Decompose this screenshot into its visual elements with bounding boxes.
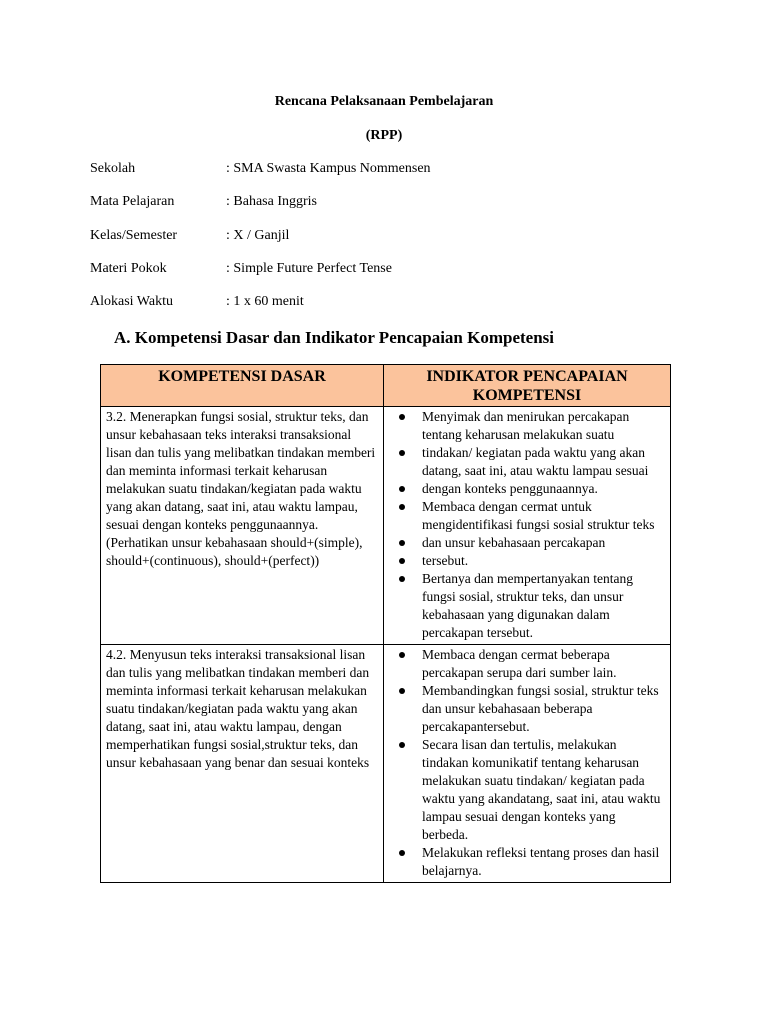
- list-item: [386, 646, 664, 682]
- meta-label: Mata Pelajaran: [90, 194, 175, 209]
- bullet-icon: [399, 486, 405, 492]
- list-item: [386, 570, 664, 642]
- list-item: [386, 534, 664, 552]
- bullet-icon: [399, 652, 405, 658]
- list-item-text: Secara lisan dan tertulis, melakukan tindakan komunikatif tentang keharusan melakukan suatu tindakan/ kegiatan pada waktu yang akandatang, saat ini, atau waktu lampau sesuai dengan konteks yang berbeda.: [422, 737, 661, 842]
- indikator-list: [386, 408, 664, 642]
- list-item: [386, 682, 664, 736]
- list-item-text: tindakan/ kegiatan pada waktu yang akan datang, saat ini, atau waktu lampau sesuai: [422, 445, 649, 478]
- list-item: [386, 444, 664, 480]
- bullet-icon: [399, 504, 405, 510]
- list-item-text: Bertanya dan mempertanyakan tentang fungsi sosial, struktur teks, dan unsur kebahasaan yang digunakan dalam percakapan tersebut.: [422, 571, 634, 640]
- table-row: [101, 407, 671, 645]
- table-header-row: [101, 365, 671, 407]
- list-item-text: Melakukan refleksi tentang proses dan hasil belajarnya.: [422, 845, 660, 878]
- list-item: [386, 736, 664, 844]
- list-item: [386, 408, 664, 444]
- document-subtitle: (RPP): [365, 128, 403, 143]
- bullet-icon: [399, 688, 405, 694]
- competency-table: [100, 364, 671, 883]
- meta-label: Alokasi Waktu: [90, 294, 173, 309]
- list-item-text: dengan konteks penggunaannya.: [422, 481, 598, 496]
- list-item-text: Menyimak dan menirukan percakapan tentang keharusan melakukan suatu: [422, 409, 630, 442]
- list-item-text: Membandingkan fungsi sosial, struktur teks dan unsur kebahasaan beberapa percakapantersebut.: [422, 683, 659, 734]
- list-item-text: dan unsur kebahasaan percakapan: [422, 535, 606, 550]
- list-item-text: tersebut.: [422, 553, 469, 568]
- kd-cell: 3.2. Menerapkan fungsi sosial, struktur teks, dan unsur kebahasaan teks interaksi transaksional lisan dan tulis yang melibatkan tindakan memberi dan meminta informasi terkait keharusan melakukan suatu tindakan/kegiatan pada waktu yang akan datang, saat ini, atau waktu lampau, sesuai dengan konteks penggunaannya. (Perhatikan unsur kebahasaan should+(simple), should+(continuous), should+(perfect)): [101, 407, 384, 645]
- list-item: [386, 480, 664, 498]
- meta-value: : SMA Swasta Kampus Nommensen: [226, 161, 431, 176]
- indikator-cell: [384, 407, 671, 645]
- bullet-icon: [399, 450, 405, 456]
- column-header-indikator: INDIKATOR PENCAPAIAN KOMPETENSI: [384, 365, 671, 407]
- meta-value: : Bahasa Inggris: [226, 194, 317, 209]
- meta-value: : X / Ganjil: [226, 228, 290, 243]
- meta-label: Materi Pokok: [90, 261, 167, 276]
- list-item: [386, 844, 664, 880]
- bullet-icon: [399, 576, 405, 582]
- indikator-list: [386, 646, 664, 880]
- list-item: [386, 552, 664, 570]
- table-row: [101, 645, 671, 883]
- meta-label: Kelas/Semester: [90, 228, 178, 243]
- column-header-kompetensi-dasar: KOMPETENSI DASAR: [101, 365, 384, 407]
- meta-label: Sekolah: [90, 161, 136, 176]
- bullet-icon: [399, 742, 405, 748]
- indikator-cell: [384, 645, 671, 883]
- bullet-icon: [399, 414, 405, 420]
- bullet-icon: [399, 558, 405, 564]
- kd-cell: 4.2. Menyusun teks interaksi transaksional lisan dan tulis yang melibatkan tindakan memberi dan meminta informasi terkait keharusan melakukan suatu tindakan/kegiatan pada waktu yang akan datang, saat ini, atau waktu lampau, dengan memperhatikan fungsi sosial,struktur teks, dan unsur kebahasaan yang benar dan sesuai konteks: [101, 645, 384, 883]
- list-item-text: Membaca dengan cermat untuk mengidentifikasi fungsi sosial struktur teks: [422, 499, 655, 532]
- document-title: Rencana Pelaksanaan Pembelajaran: [274, 94, 494, 109]
- bullet-icon: [399, 850, 405, 856]
- bullet-icon: [399, 540, 405, 546]
- list-item-text: Membaca dengan cermat beberapa percakapan serupa dari sumber lain.: [422, 647, 617, 680]
- section-heading: A. Kompetensi Dasar dan Indikator Pencapaian Kompetensi: [114, 328, 554, 347]
- meta-value: : 1 x 60 menit: [226, 294, 304, 309]
- meta-value: : Simple Future Perfect Tense: [226, 261, 392, 276]
- list-item: [386, 498, 664, 534]
